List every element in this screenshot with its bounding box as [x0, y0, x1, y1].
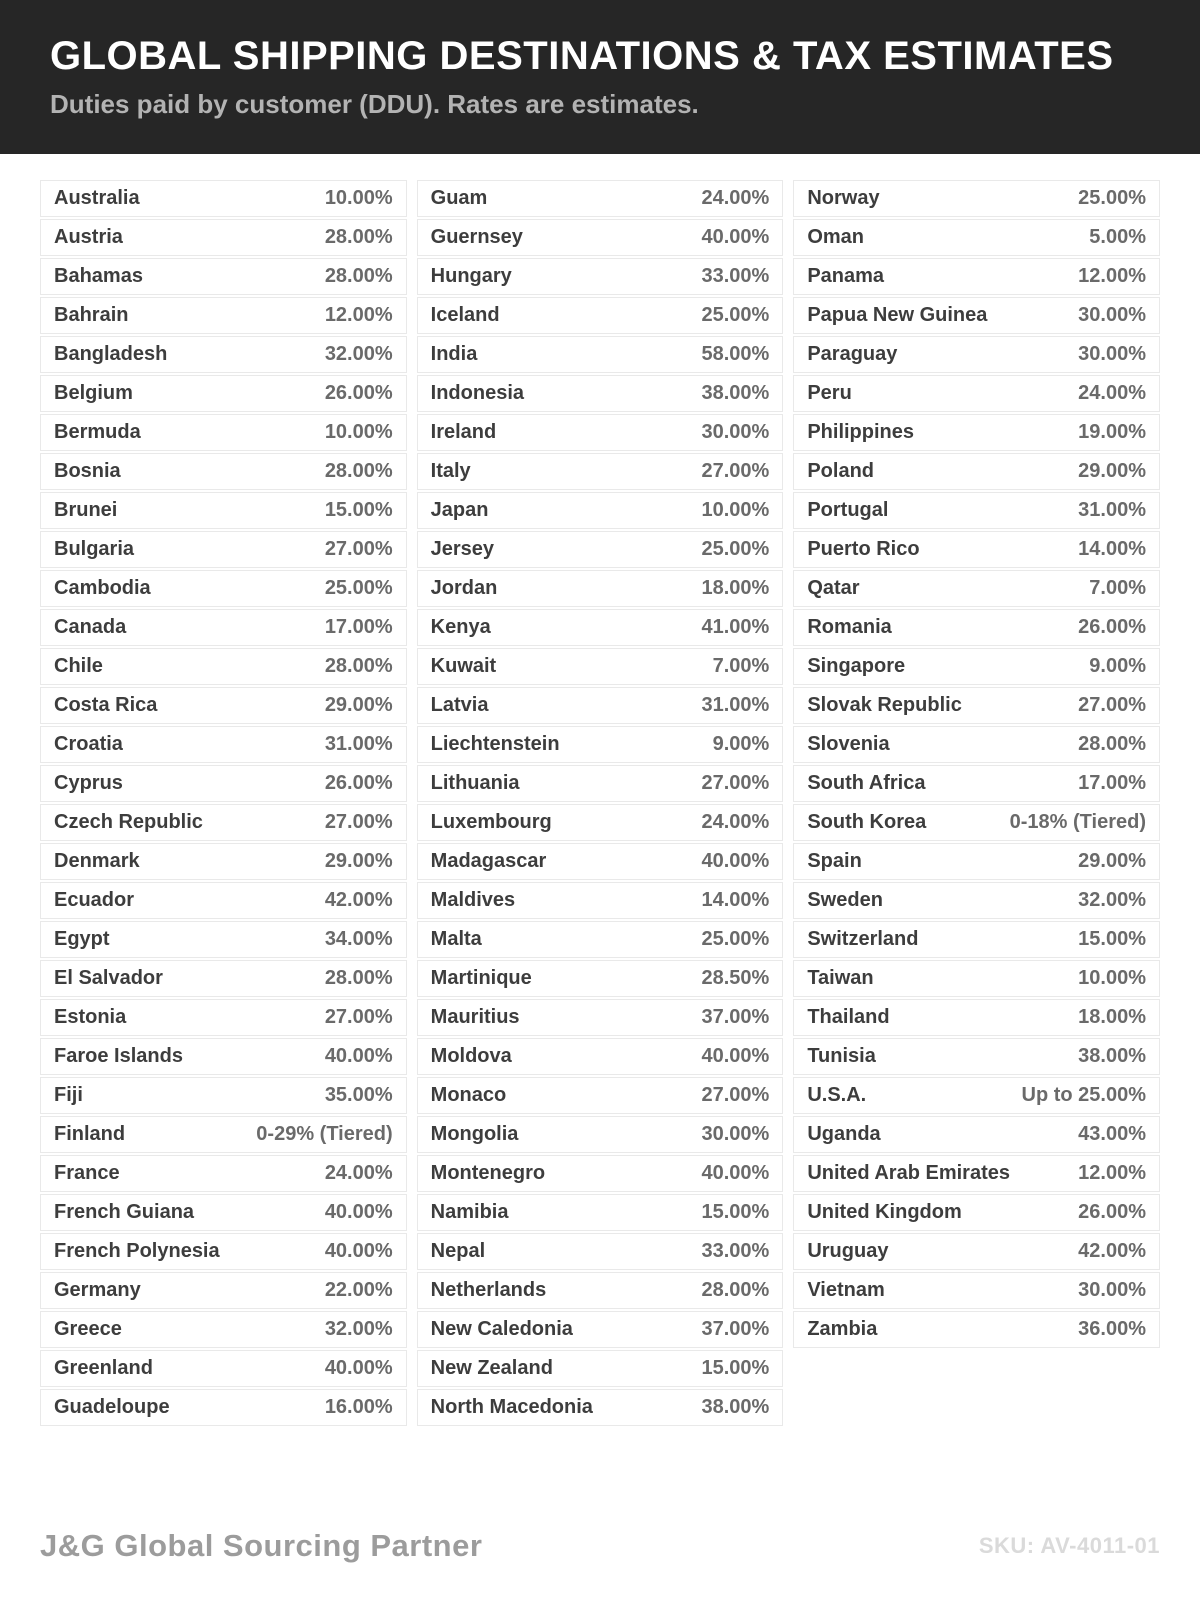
country-name: Uruguay [807, 1240, 889, 1262]
country-name: Paraguay [807, 343, 898, 365]
table-row [793, 843, 1160, 880]
table-row [40, 843, 407, 880]
table-row [417, 1389, 784, 1426]
country-name: Brunei [54, 499, 118, 521]
country-name: Bangladesh [54, 343, 168, 365]
country-name: Guam [430, 187, 488, 209]
country-name: Qatar [807, 577, 860, 599]
country-name: Zambia [807, 1318, 878, 1340]
country-name: Jordan [430, 577, 498, 599]
country-name: Hungary [430, 265, 512, 287]
tax-rate: 17.00% [1078, 772, 1146, 794]
tax-rate: 40.00% [324, 1045, 393, 1067]
tax-rate: 5.00% [1089, 226, 1146, 248]
table-row [417, 882, 784, 919]
country-name: Vietnam [807, 1279, 885, 1301]
table-row [40, 1272, 407, 1309]
tax-rate: 15.00% [701, 1357, 770, 1379]
tax-rate: 28.00% [324, 265, 393, 287]
table-row [417, 531, 784, 568]
table-row [793, 804, 1160, 841]
tax-rate: 38.00% [1078, 1045, 1146, 1067]
table-row [793, 1038, 1160, 1075]
tax-rate: 27.00% [701, 772, 770, 794]
table-row [417, 1116, 784, 1153]
country-name: Monaco [430, 1084, 507, 1106]
tax-rate: 29.00% [324, 694, 393, 716]
table-row [793, 1194, 1160, 1231]
table-row [793, 297, 1160, 334]
tax-rate: 25.00% [701, 538, 770, 560]
country-name: El Salvador [54, 967, 163, 989]
tax-rate: 32.00% [324, 343, 393, 365]
page-header [0, 0, 1200, 154]
country-name: Bahrain [54, 304, 129, 326]
table-row [417, 180, 784, 217]
tax-rate: 28.00% [324, 655, 393, 677]
table-row [793, 765, 1160, 802]
country-name: Ecuador [54, 889, 135, 911]
table-row [793, 960, 1160, 997]
tax-rate: 18.00% [701, 577, 770, 599]
country-name: Canada [54, 616, 127, 638]
country-name: Moldova [430, 1045, 512, 1067]
table-row [40, 726, 407, 763]
table-row [417, 1233, 784, 1270]
table-row [793, 336, 1160, 373]
country-name: Netherlands [430, 1279, 547, 1301]
tax-rate: 29.00% [1078, 460, 1146, 482]
country-name: Romania [807, 616, 892, 638]
tax-rate: 33.00% [701, 1240, 770, 1262]
country-name: Finland [54, 1123, 126, 1145]
tax-rate: 12.00% [324, 304, 393, 326]
table-row [40, 1155, 407, 1192]
country-name: New Zealand [430, 1357, 553, 1379]
table-row [40, 1194, 407, 1231]
table-column-1 [40, 180, 407, 1428]
table-row [793, 1155, 1160, 1192]
country-name: United Kingdom [807, 1201, 962, 1223]
table-row [40, 999, 407, 1036]
table-row [40, 1038, 407, 1075]
country-name: Jersey [430, 538, 495, 560]
tax-rate: 28.00% [701, 1279, 770, 1301]
tax-rate: 25.00% [701, 304, 770, 326]
table-row [417, 1194, 784, 1231]
table-row [40, 1389, 407, 1426]
table-row [40, 765, 407, 802]
country-name: India [430, 343, 478, 365]
tax-rate: 12.00% [1078, 1162, 1146, 1184]
country-name: Papua New Guinea [807, 304, 988, 326]
tax-rate: 10.00% [324, 421, 393, 443]
brand-name: J&G Global Sourcing Partner [40, 1528, 483, 1563]
tax-rate: 18.00% [1078, 1006, 1146, 1028]
country-name: Kuwait [430, 655, 497, 677]
tax-rate: 9.00% [1089, 655, 1146, 677]
tax-rate: 27.00% [701, 460, 770, 482]
table-row [417, 414, 784, 451]
tax-rate: 25.00% [701, 928, 770, 950]
country-name: Lithuania [430, 772, 520, 794]
country-name: Australia [54, 187, 140, 209]
table-row [793, 687, 1160, 724]
table-row [417, 1038, 784, 1075]
tax-rate: 40.00% [324, 1357, 393, 1379]
table-row [417, 297, 784, 334]
table-row [793, 999, 1160, 1036]
table-row [417, 1272, 784, 1309]
country-name: Tunisia [807, 1045, 876, 1067]
tax-rate: 28.00% [324, 226, 393, 248]
tax-rate: 24.00% [324, 1162, 393, 1184]
country-name: Cyprus [54, 772, 123, 794]
country-name: Ireland [430, 421, 497, 443]
tax-rate: 27.00% [324, 1006, 393, 1028]
table-row [793, 882, 1160, 919]
tax-rate: 26.00% [1078, 616, 1146, 638]
table-row [417, 960, 784, 997]
country-name: Norway [807, 187, 880, 209]
tax-rate: 40.00% [701, 226, 770, 248]
country-name: Cambodia [54, 577, 151, 599]
table-row [793, 531, 1160, 568]
country-name: Germany [54, 1279, 141, 1301]
country-name: Egypt [54, 928, 110, 950]
tax-rate: Up to 25.00% [1021, 1084, 1146, 1106]
tax-rate: 40.00% [701, 1162, 770, 1184]
tax-rate: 31.00% [1078, 499, 1146, 521]
country-name: Taiwan [807, 967, 874, 989]
country-name: Faroe Islands [54, 1045, 183, 1067]
tax-rate: 27.00% [1078, 694, 1146, 716]
country-name: Czech Republic [54, 811, 203, 833]
table-row [40, 1350, 407, 1387]
country-name: Madagascar [430, 850, 547, 872]
country-name: Belgium [54, 382, 133, 404]
tax-rate: 35.00% [324, 1084, 393, 1106]
table-row [40, 960, 407, 997]
table-row [40, 1311, 407, 1348]
tax-rate: 40.00% [701, 1045, 770, 1067]
country-name: Spain [807, 850, 862, 872]
country-name: Portugal [807, 499, 889, 521]
table-row [793, 258, 1160, 295]
country-name: Mauritius [430, 1006, 520, 1028]
table-row [40, 258, 407, 295]
country-name: North Macedonia [430, 1396, 593, 1418]
country-name: Guadeloupe [54, 1396, 170, 1418]
tax-rate: 32.00% [324, 1318, 393, 1340]
table-row [417, 1155, 784, 1192]
table-row [40, 492, 407, 529]
country-name: Kenya [430, 616, 491, 638]
country-name: Bermuda [54, 421, 141, 443]
tax-rate: 10.00% [701, 499, 770, 521]
country-name: Mongolia [430, 1123, 519, 1145]
country-name: Guernsey [430, 226, 523, 248]
tax-rate: 17.00% [324, 616, 393, 638]
country-name: Costa Rica [54, 694, 158, 716]
tax-rate: 31.00% [324, 733, 393, 755]
table-row [417, 1311, 784, 1348]
country-name: Iceland [430, 304, 500, 326]
tax-rate: 26.00% [1078, 1201, 1146, 1223]
tax-rate: 27.00% [324, 811, 393, 833]
tax-rate: 30.00% [701, 1123, 770, 1145]
country-name: Bosnia [54, 460, 121, 482]
tax-rate: 25.00% [1078, 187, 1146, 209]
table-row [417, 258, 784, 295]
tax-rate: 33.00% [701, 265, 770, 287]
country-name: Croatia [54, 733, 123, 755]
table-row [793, 609, 1160, 646]
tax-rate: 10.00% [324, 187, 393, 209]
country-name: Estonia [54, 1006, 127, 1028]
table-row [40, 648, 407, 685]
table-row [40, 1116, 407, 1153]
tax-rate: 36.00% [1078, 1318, 1146, 1340]
tax-rate: 15.00% [1078, 928, 1146, 950]
table-row [417, 765, 784, 802]
table-row [40, 687, 407, 724]
table-row [40, 570, 407, 607]
tax-rate: 25.00% [324, 577, 393, 599]
page-title: GLOBAL SHIPPING DESTINATIONS & TAX ESTIMATES [50, 34, 1114, 78]
table-row [417, 219, 784, 256]
country-name: Fiji [54, 1084, 83, 1106]
table-row [417, 375, 784, 412]
country-name: Thailand [807, 1006, 890, 1028]
tax-rate: 38.00% [701, 382, 770, 404]
tax-rate: 15.00% [324, 499, 393, 521]
table-row [417, 1077, 784, 1114]
table-row [793, 1272, 1160, 1309]
country-name: Sweden [807, 889, 883, 911]
country-name: Nepal [430, 1240, 486, 1262]
tax-rate: 14.00% [1078, 538, 1146, 560]
tax-rate: 27.00% [701, 1084, 770, 1106]
tax-rate: 7.00% [712, 655, 770, 677]
tax-rate: 58.00% [701, 343, 770, 365]
country-name: France [54, 1162, 120, 1184]
tax-rate: 16.00% [324, 1396, 393, 1418]
tax-rate: 26.00% [324, 772, 393, 794]
tax-rate: 28.50% [701, 967, 770, 989]
country-name: Switzerland [807, 928, 919, 950]
country-name: Denmark [54, 850, 140, 872]
tax-rate: 32.00% [1078, 889, 1146, 911]
tax-rate: 40.00% [324, 1201, 393, 1223]
country-name: Poland [807, 460, 874, 482]
tax-rate: 9.00% [712, 733, 770, 755]
page-subtitle: Duties paid by customer (DDU). Rates are estimates. [50, 89, 699, 119]
country-name: Bulgaria [54, 538, 135, 560]
tax-rate: 40.00% [701, 850, 770, 872]
country-name: South Africa [807, 772, 926, 794]
table-row [40, 375, 407, 412]
table-row [417, 336, 784, 373]
country-name: Slovak Republic [807, 694, 962, 716]
table-column-3 [793, 180, 1160, 1350]
tax-rate: 41.00% [701, 616, 770, 638]
table-row [793, 648, 1160, 685]
table-row [417, 1350, 784, 1387]
table-row [417, 609, 784, 646]
country-name: Puerto Rico [807, 538, 920, 560]
tax-rate: 29.00% [1078, 850, 1146, 872]
table-row [793, 1233, 1160, 1270]
country-name: South Korea [807, 811, 927, 833]
tax-rate: 30.00% [1078, 1279, 1146, 1301]
country-name: Bahamas [54, 265, 143, 287]
table-row [793, 570, 1160, 607]
tax-rate: 0-29% (Tiered) [256, 1123, 393, 1145]
tax-rate: 30.00% [1078, 343, 1146, 365]
table-row [417, 570, 784, 607]
country-name: Singapore [807, 655, 906, 677]
country-name: Peru [807, 382, 852, 404]
country-name: Philippines [807, 421, 915, 443]
table-row [40, 453, 407, 490]
tax-rate: 28.00% [324, 967, 393, 989]
table-row [40, 1233, 407, 1270]
tax-rate: 22.00% [324, 1279, 393, 1301]
country-name: Martinique [430, 967, 532, 989]
table-row [417, 492, 784, 529]
page-footer [40, 1528, 1160, 1564]
table-row [793, 1077, 1160, 1114]
country-name: Uganda [807, 1123, 881, 1145]
country-name: French Polynesia [54, 1240, 220, 1262]
tax-rate: 24.00% [701, 187, 770, 209]
country-name: New Caledonia [430, 1318, 573, 1340]
table-row [417, 843, 784, 880]
tax-rate: 37.00% [701, 1318, 770, 1340]
table-row [417, 999, 784, 1036]
table-row [793, 219, 1160, 256]
table-row [793, 921, 1160, 958]
tax-rate-table [0, 154, 1200, 1428]
table-row [793, 1116, 1160, 1153]
tax-rate: 40.00% [324, 1240, 393, 1262]
tax-rate: 37.00% [701, 1006, 770, 1028]
table-row [40, 297, 407, 334]
table-row [40, 882, 407, 919]
country-name: Chile [54, 655, 103, 677]
table-row [40, 1077, 407, 1114]
country-name: Malta [430, 928, 482, 950]
tax-rate: 10.00% [1078, 967, 1146, 989]
tax-rate: 28.00% [324, 460, 393, 482]
country-name: Greenland [54, 1357, 153, 1379]
country-name: Oman [807, 226, 865, 248]
tax-rate: 26.00% [324, 382, 393, 404]
tax-rate: 31.00% [701, 694, 770, 716]
tax-rate: 42.00% [1078, 1240, 1146, 1262]
tax-rate: 7.00% [1089, 577, 1146, 599]
table-row [417, 804, 784, 841]
table-row [40, 531, 407, 568]
country-name: Latvia [430, 694, 489, 716]
table-row [40, 921, 407, 958]
tax-rate: 24.00% [1078, 382, 1146, 404]
tax-rate: 14.00% [701, 889, 770, 911]
country-name: French Guiana [54, 1201, 195, 1223]
table-row [40, 180, 407, 217]
country-name: Liechtenstein [430, 733, 560, 755]
country-name: Montenegro [430, 1162, 546, 1184]
table-row [793, 375, 1160, 412]
table-row [417, 726, 784, 763]
country-name: Indonesia [430, 382, 525, 404]
table-row [793, 492, 1160, 529]
table-row [793, 726, 1160, 763]
country-name: Slovenia [807, 733, 890, 755]
table-row [40, 336, 407, 373]
tax-rate: 43.00% [1078, 1123, 1146, 1145]
table-row [40, 804, 407, 841]
country-name: Italy [430, 460, 471, 482]
country-name: Austria [54, 226, 123, 248]
table-row [417, 648, 784, 685]
country-name: Maldives [430, 889, 516, 911]
country-name: United Arab Emirates [807, 1162, 1010, 1184]
country-name: Namibia [430, 1201, 509, 1223]
table-row [417, 687, 784, 724]
tax-rate: 34.00% [324, 928, 393, 950]
tax-rate: 30.00% [1078, 304, 1146, 326]
sku-label: SKU: AV-4011-01 [978, 1533, 1160, 1558]
tax-rate: 29.00% [324, 850, 393, 872]
tax-rate: 15.00% [701, 1201, 770, 1223]
table-row [417, 921, 784, 958]
tax-rate: 19.00% [1078, 421, 1146, 443]
country-name: Greece [54, 1318, 122, 1340]
tax-rate: 42.00% [324, 889, 393, 911]
table-row [40, 609, 407, 646]
table-row [793, 414, 1160, 451]
country-name: U.S.A. [807, 1084, 867, 1106]
tax-rate: 28.00% [1078, 733, 1146, 755]
tax-rate: 38.00% [701, 1396, 770, 1418]
tax-rate: 12.00% [1078, 265, 1146, 287]
table-row [40, 219, 407, 256]
tax-rate: 24.00% [701, 811, 770, 833]
country-name: Japan [430, 499, 489, 521]
tax-rate: 27.00% [324, 538, 393, 560]
table-row [793, 453, 1160, 490]
tax-rate: 30.00% [701, 421, 770, 443]
tax-rate: 0-18% (Tiered) [1009, 811, 1146, 833]
table-row [793, 1311, 1160, 1348]
country-name: Luxembourg [430, 811, 552, 833]
table-row [40, 414, 407, 451]
table-column-2 [417, 180, 784, 1428]
table-row [793, 180, 1160, 217]
country-name: Panama [807, 265, 885, 287]
table-row [417, 453, 784, 490]
